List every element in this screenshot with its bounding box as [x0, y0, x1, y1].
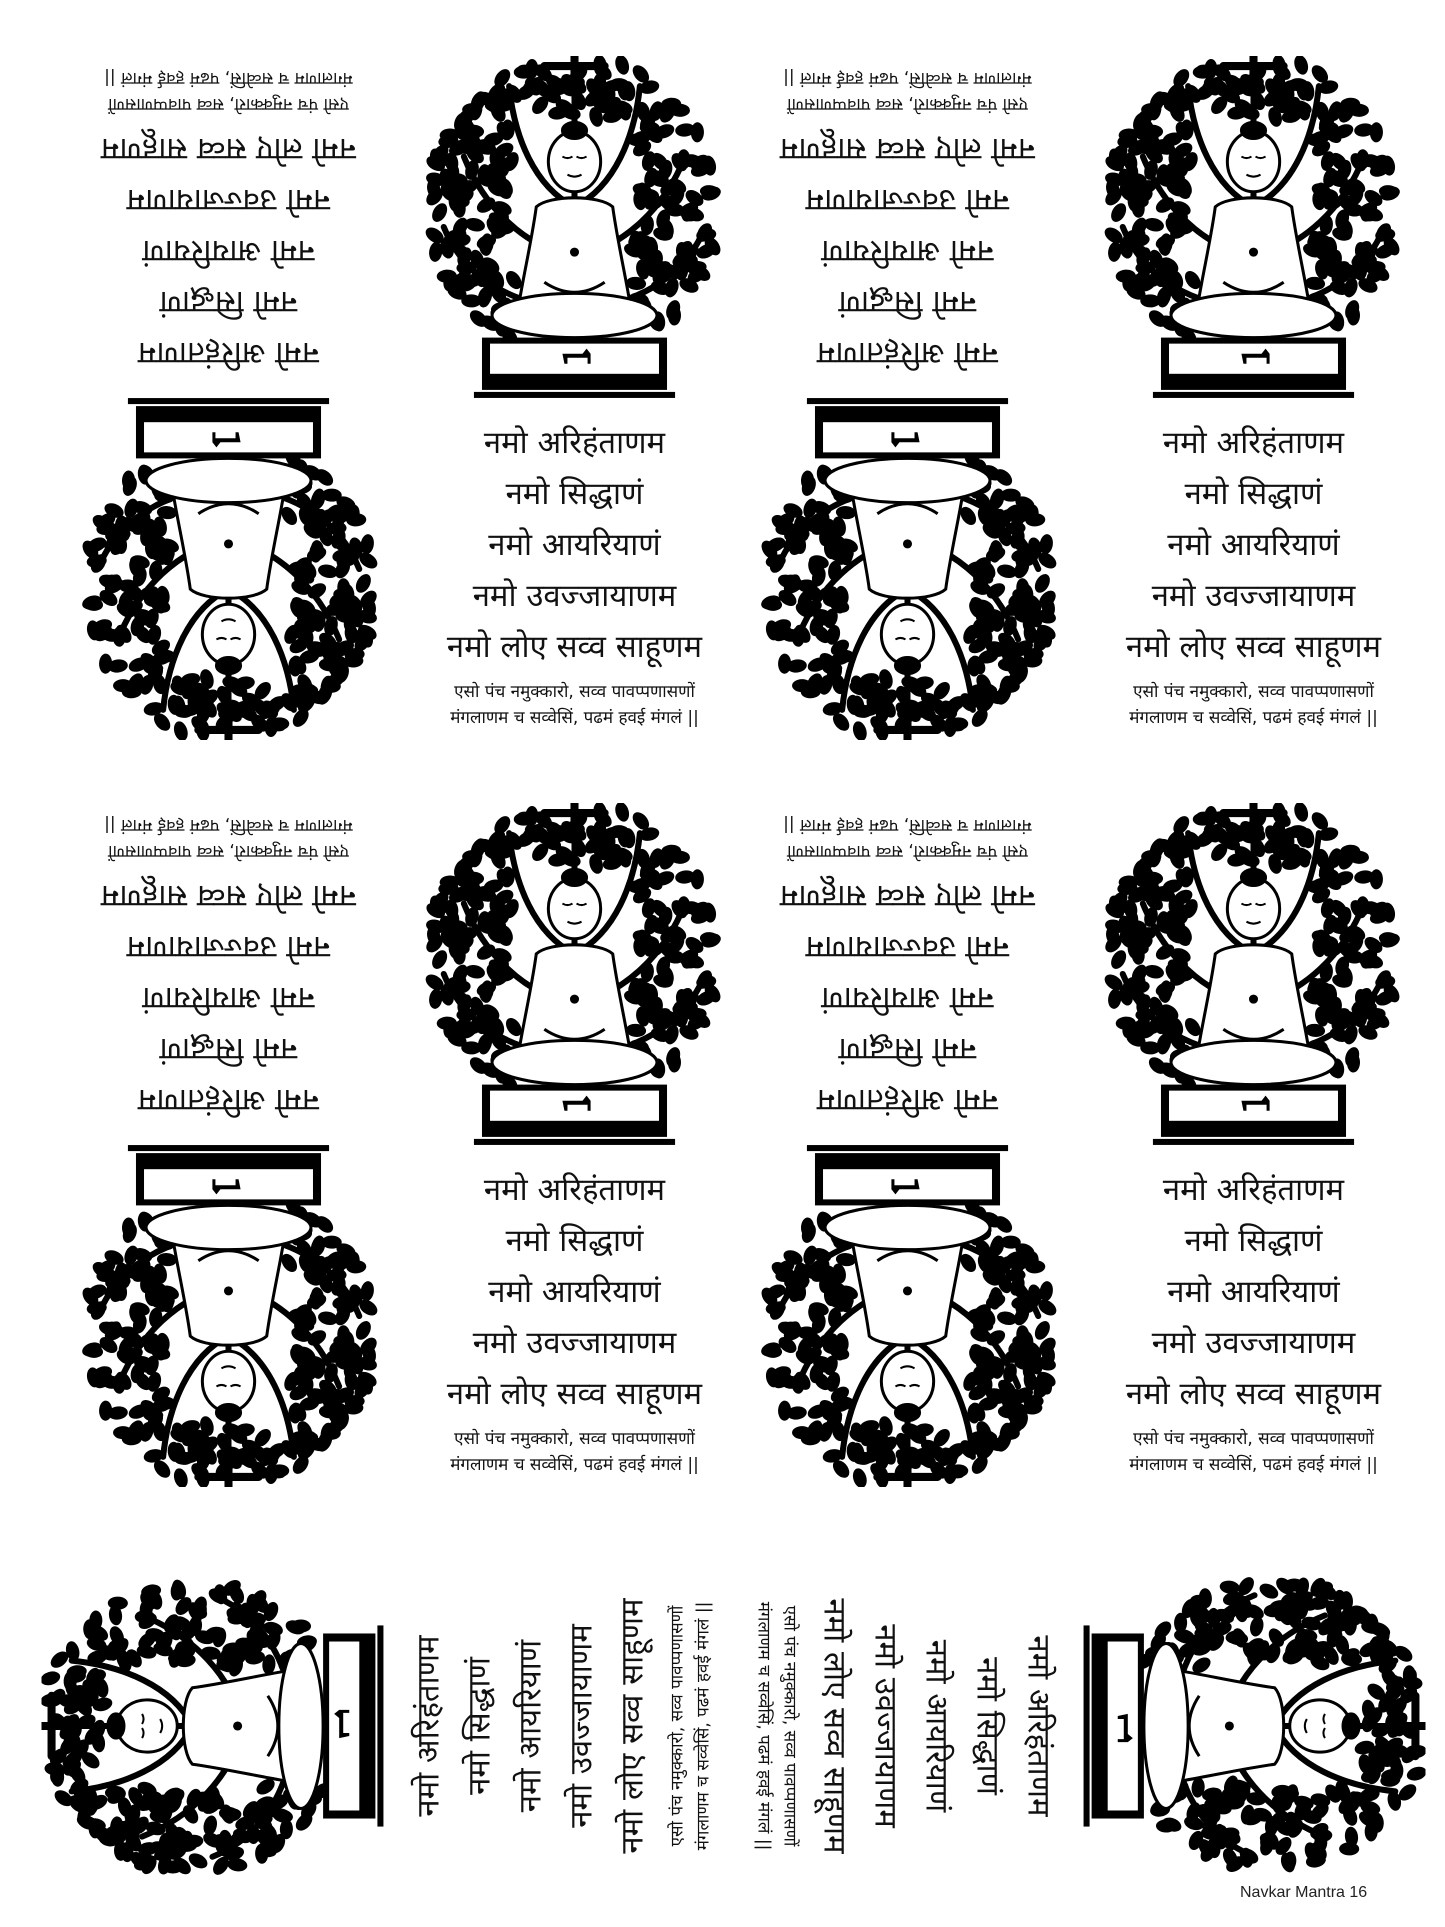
mantra-line: नमो आयरियाणं	[918, 1639, 954, 1813]
mantra-closing-line: मंगलाणम च सव्वेसिं, पढमं हवई मंगलं ||	[450, 708, 699, 728]
mantra-closing-line: मंगलाणम च सव्वेसिं, पढमं हवई मंगलं ||	[753, 1601, 773, 1851]
mantra-line: नमो लोए सव्व साहूणम	[1125, 1376, 1382, 1412]
mantra-line: नमो अरिहंताणम	[483, 1172, 666, 1208]
mantra-line: नमो अरिहंताणम	[1162, 1172, 1345, 1208]
mantra-closing-line: एसो पंच नमुक्कारो, सव्व पावप्पणासणों	[1133, 682, 1374, 702]
mantra-text	[62, 65, 395, 378]
mantra-closing-line: मंगलाणम च सव्वेसिं, पढमं हवई मंगलं ||	[1129, 1455, 1378, 1475]
mantra-line: नमो उवज्जायाणम	[1151, 1325, 1356, 1361]
mantra-line: नमो अरिहंताणम	[1162, 425, 1345, 461]
meditating-jina-tree-icon	[420, 56, 729, 408]
mantra-card	[408, 803, 741, 1493]
meditating-jina-tree-icon	[1099, 803, 1408, 1155]
mantra-line: नमो सिद्धाणं	[505, 1223, 644, 1259]
mantra-card	[735, 1560, 1425, 1893]
page-footer: Navkar Mantra 16	[1240, 1884, 1368, 1901]
mantra-line: नमो उवज्जायाणम	[805, 929, 1010, 965]
mantra-line: नमो आयरियाणं	[142, 980, 315, 1016]
mantra-line: नमो लोए सव्व साहूणम	[1125, 629, 1382, 665]
mantra-line: नमो अरिहंताणम	[483, 425, 666, 461]
mantra-line: नमो लोए सव्व साहूणम	[446, 629, 703, 665]
mantra-line: नमो लोए सव्व साहूणम	[100, 878, 357, 914]
mantra-closing-line: एसो पंच नमुक्कारो, सव्व पावप्पणासणों	[787, 841, 1028, 861]
mantra-line: नमो अरिहंताणम	[137, 1082, 320, 1118]
mantra-line: नमो सिद्धाणं	[159, 284, 298, 320]
mantra-text	[750, 1560, 1063, 1893]
mantra-line: नमो सिद्धाणं	[838, 284, 977, 320]
mantra-line: नमो उवज्जायाणम	[126, 929, 331, 965]
mantra-text	[62, 812, 395, 1125]
mantra-line: नमो अरिहंताणम	[410, 1635, 446, 1817]
mantra-line: नमो आयरियाणं	[512, 1639, 548, 1813]
meditating-jina-tree-icon	[1073, 1572, 1425, 1881]
mantra-closing-line: मंगलाणम च सव्वेसिं, पढमं हवई मंगलं ||	[783, 815, 1032, 835]
mantra-text	[1087, 1165, 1420, 1478]
mantra-text	[408, 1165, 741, 1478]
mantra-closing-line: एसो पंच नमुक्कारो, सव्व पावप्पणासणों	[667, 1605, 687, 1847]
mantra-line: नमो अरिहंताणम	[816, 1082, 999, 1118]
meditating-jina-tree-icon	[74, 388, 383, 740]
mantra-closing-line: एसो पंच नमुक्कारो, सव्व पावप्पणासणों	[454, 1429, 695, 1449]
meditating-jina-tree-icon	[1099, 56, 1408, 408]
mantra-closing-line: एसो पंच नमुक्कारो, सव्व पावप्पणासणों	[108, 94, 349, 114]
mantra-line: नमो उवज्जायाणम	[867, 1624, 903, 1828]
mantra-card	[408, 56, 741, 746]
mantra-card	[741, 797, 1074, 1487]
mantra-line: नमो अरिहंताणम	[1020, 1635, 1056, 1817]
mantra-line: नमो आयरियाणं	[1167, 1274, 1340, 1310]
mantra-line: नमो लोए सव्व साहूणम	[779, 878, 1036, 914]
meditating-jina-tree-icon	[74, 1135, 383, 1487]
mantra-line: नमो सिद्धाणं	[461, 1657, 497, 1795]
mantra-closing-line: मंगलाणम च सव्वेसिं, पढमं हवई मंगलं ||	[783, 68, 1032, 88]
mantra-card	[1087, 56, 1420, 746]
mantra-line: नमो उवज्जायाणम	[563, 1624, 599, 1828]
mantra-line: नमो लोए सव्व साहूणम	[446, 1376, 703, 1412]
mantra-line: नमो उवज्जायाणम	[472, 578, 677, 614]
mantra-line: नमो सिद्धाणं	[1184, 1223, 1323, 1259]
mantra-line: नमो उवज्जायाणम	[472, 1325, 677, 1361]
mantra-line: नमो सिद्धाणं	[1184, 476, 1323, 512]
mantra-line: नमो आयरियाणं	[1167, 527, 1340, 563]
mantra-text	[408, 418, 741, 731]
mantra-line: नमो आयरियाणं	[821, 233, 994, 269]
mantra-line: नमो उवज्जायाणम	[805, 182, 1010, 218]
mantra-text	[1087, 418, 1420, 731]
mantra-line: नमो लोए सव्व साहूणम	[779, 131, 1036, 167]
mantra-card	[1087, 803, 1420, 1493]
mantra-line: नमो सिद्धाणं	[505, 476, 644, 512]
mantra-card	[41, 1560, 731, 1893]
mantra-closing-line: एसो पंच नमुक्कारो, सव्व पावप्पणासणों	[779, 1605, 799, 1847]
meditating-jina-tree-icon	[420, 803, 729, 1155]
mantra-line: नमो आयरियाणं	[488, 527, 661, 563]
mantra-line: नमो आयरियाणं	[142, 233, 315, 269]
mantra-closing-line: मंगलाणम च सव्वेसिं, पढमं हवई मंगलं ||	[450, 1455, 699, 1475]
mantra-card	[62, 797, 395, 1487]
meditating-jina-tree-icon	[753, 1135, 1062, 1487]
meditating-jina-tree-icon	[41, 1572, 393, 1881]
meditating-jina-tree-icon	[753, 388, 1062, 740]
mantra-text	[741, 65, 1074, 378]
mantra-line: नमो अरिहंताणम	[137, 335, 320, 371]
mantra-closing-line: मंगलाणम च सव्वेसिं, पढमं हवई मंगलं ||	[1129, 708, 1378, 728]
mantra-line: नमो लोए सव्व साहूणम	[816, 1598, 852, 1854]
mantra-line: नमो सिद्धाणं	[969, 1657, 1005, 1795]
mantra-closing-line: मंगलाणम च सव्वेसिं, पढमं हवई मंगलं ||	[693, 1601, 713, 1851]
mantra-card	[62, 50, 395, 740]
mantra-card	[741, 50, 1074, 740]
mantra-closing-line: एसो पंच नमुक्कारो, सव्व पावप्पणासणों	[108, 841, 349, 861]
mantra-line: नमो उवज्जायाणम	[1151, 578, 1356, 614]
mantra-text	[741, 812, 1074, 1125]
mantra-line: नमो लोए सव्व साहूणम	[100, 131, 357, 167]
mantra-closing-line: एसो पंच नमुक्कारो, सव्व पावप्पणासणों	[454, 682, 695, 702]
mantra-line: नमो आयरियाणं	[488, 1274, 661, 1310]
mantra-line: नमो सिद्धाणं	[159, 1031, 298, 1067]
mantra-line: नमो उवज्जायाणम	[126, 182, 331, 218]
mantra-closing-line: एसो पंच नमुक्कारो, सव्व पावप्पणासणों	[787, 94, 1028, 114]
mantra-line: नमो लोए सव्व साहूणम	[614, 1598, 650, 1854]
mantra-closing-line: मंगलाणम च सव्वेसिं, पढमं हवई मंगलं ||	[104, 815, 353, 835]
mantra-text	[403, 1560, 716, 1893]
mantra-line: नमो आयरियाणं	[821, 980, 994, 1016]
mantra-closing-line: एसो पंच नमुक्कारो, सव्व पावप्पणासणों	[1133, 1429, 1374, 1449]
mantra-line: नमो सिद्धाणं	[838, 1031, 977, 1067]
mantra-closing-line: मंगलाणम च सव्वेसिं, पढमं हवई मंगलं ||	[104, 68, 353, 88]
mantra-line: नमो अरिहंताणम	[816, 335, 999, 371]
